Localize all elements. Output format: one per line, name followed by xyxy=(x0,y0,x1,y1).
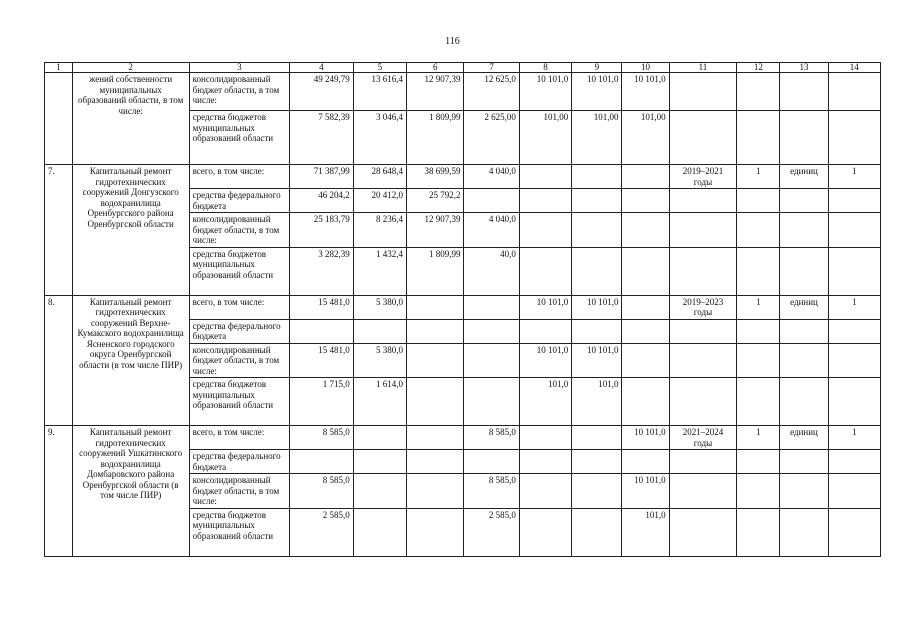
period-cell xyxy=(669,189,737,213)
amount-cell-c7: 2 625,00 xyxy=(464,111,519,165)
period-cell xyxy=(669,319,737,343)
amount-cell-c8 xyxy=(519,474,571,509)
amount-cell-c6: 12 907,39 xyxy=(407,213,464,248)
c14-cell xyxy=(828,508,880,556)
amount-cell-c5 xyxy=(353,508,406,556)
amount-cell-c8: 10 101,0 xyxy=(519,295,571,319)
table-row xyxy=(45,426,881,450)
amount-cell-c7 xyxy=(464,378,519,426)
amount-cell-c10: 10 101,0 xyxy=(622,474,669,509)
amount-cell-c4: 15 481,0 xyxy=(290,343,354,378)
item-number: 7. xyxy=(45,165,73,296)
item-number: 9. xyxy=(45,426,73,557)
amount-cell-c10 xyxy=(622,378,669,426)
amount-cell-c6 xyxy=(407,450,464,474)
amount-cell-c7: 8 585,0 xyxy=(464,474,519,509)
amount-cell-c4: 8 585,0 xyxy=(290,474,354,509)
amount-cell-c5: 5 380,0 xyxy=(353,343,406,378)
c13-cell xyxy=(780,213,828,248)
amount-cell-c7: 12 625,0 xyxy=(464,73,519,111)
amount-cell-c9: 101,00 xyxy=(572,111,622,165)
amount-cell-c4: 1 715,0 xyxy=(290,378,354,426)
c14-cell xyxy=(828,450,880,474)
amount-cell-c5 xyxy=(353,426,406,450)
col-header: 7 xyxy=(464,63,519,73)
amount-cell-c10 xyxy=(622,247,669,295)
c12-cell xyxy=(737,189,780,213)
amount-cell-c7 xyxy=(464,319,519,343)
c13-cell xyxy=(780,319,828,343)
amount-cell-c5: 28 648,4 xyxy=(353,165,406,189)
target-value: 1 xyxy=(828,426,880,450)
indicator-value: 1 xyxy=(737,165,780,189)
c14-cell xyxy=(828,247,880,295)
col-header: 3 xyxy=(189,63,290,73)
col-header: 12 xyxy=(737,63,780,73)
amount-cell-c10 xyxy=(622,343,669,378)
period-cell xyxy=(669,111,737,165)
amount-cell-c8: 10 101,0 xyxy=(519,73,571,111)
amount-cell-c5 xyxy=(353,319,406,343)
amount-cell-c8 xyxy=(519,165,571,189)
period-cell xyxy=(669,474,737,509)
amount-cell-c8: 101,00 xyxy=(519,111,571,165)
amount-cell-c6 xyxy=(407,343,464,378)
col-header: 2 xyxy=(72,63,189,73)
amount-cell-c10: 10 101,0 xyxy=(622,73,669,111)
funding-source: всего, в том числе: xyxy=(189,165,290,189)
amount-cell-c5: 20 412,0 xyxy=(353,189,406,213)
col-header: 5 xyxy=(353,63,406,73)
funding-source: средства бюджетов муниципальных образований области xyxy=(189,111,290,165)
amount-cell-c7 xyxy=(464,343,519,378)
target-value: 1 xyxy=(828,295,880,319)
c13-cell xyxy=(780,450,828,474)
c12-cell xyxy=(737,319,780,343)
c14-cell xyxy=(828,378,880,426)
c14-cell xyxy=(828,111,880,165)
item-number: 8. xyxy=(45,295,73,426)
c12-cell xyxy=(737,111,780,165)
amount-cell-c10 xyxy=(622,295,669,319)
funding-source: средства бюджетов муниципальных образований области xyxy=(189,247,290,295)
amount-cell-c5: 13 616,4 xyxy=(353,73,406,111)
c13-cell xyxy=(780,189,828,213)
amount-cell-c6 xyxy=(407,378,464,426)
amount-cell-c4: 8 585,0 xyxy=(290,426,354,450)
amount-cell-c5 xyxy=(353,474,406,509)
amount-cell-c4: 49 249,79 xyxy=(290,73,354,111)
amount-cell-c8: 101,0 xyxy=(519,378,571,426)
col-header: 9 xyxy=(572,63,622,73)
amount-cell-c4: 25 183,79 xyxy=(290,213,354,248)
c13-cell xyxy=(780,73,828,111)
amount-cell-c9 xyxy=(572,450,622,474)
c12-cell xyxy=(737,73,780,111)
amount-cell-c4: 71 387,99 xyxy=(290,165,354,189)
amount-cell-c9: 101,0 xyxy=(572,378,622,426)
period-cell xyxy=(669,343,737,378)
amount-cell-c5: 3 046,4 xyxy=(353,111,406,165)
amount-cell-c9 xyxy=(572,426,622,450)
amount-cell-c6 xyxy=(407,295,464,319)
funding-source: средства федерального бюджета xyxy=(189,189,290,213)
c12-cell xyxy=(737,247,780,295)
indicator-value: 1 xyxy=(737,426,780,450)
col-header: 11 xyxy=(669,63,737,73)
c12-cell xyxy=(737,213,780,248)
page-number: 116 xyxy=(445,36,460,47)
amount-cell-c7: 4 040,0 xyxy=(464,213,519,248)
amount-cell-c9 xyxy=(572,189,622,213)
col-header: 4 xyxy=(290,63,354,73)
table-row xyxy=(45,295,881,319)
column-number-header-row xyxy=(45,63,881,73)
target-value: 1 xyxy=(828,165,880,189)
amount-cell-c9: 10 101,0 xyxy=(572,295,622,319)
period-cell xyxy=(669,247,737,295)
amount-cell-c10 xyxy=(622,450,669,474)
amount-cell-c7 xyxy=(464,189,519,213)
c13-cell xyxy=(780,111,828,165)
amount-cell-c6: 25 792,2 xyxy=(407,189,464,213)
amount-cell-c10 xyxy=(622,319,669,343)
col-header: 6 xyxy=(407,63,464,73)
period-cell xyxy=(669,73,737,111)
amount-cell-c7: 2 585,0 xyxy=(464,508,519,556)
table-row xyxy=(45,73,881,111)
amount-cell-c7 xyxy=(464,295,519,319)
c14-cell xyxy=(828,213,880,248)
amount-cell-c4: 15 481,0 xyxy=(290,295,354,319)
amount-cell-c5: 1 432,4 xyxy=(353,247,406,295)
amount-cell-c5: 1 614,0 xyxy=(353,378,406,426)
funding-table xyxy=(44,62,881,557)
amount-cell-c9 xyxy=(572,213,622,248)
amount-cell-c10 xyxy=(622,189,669,213)
item-name: Капитальный ремонт гидротехнических сооружений Верхне-Кумакского водохранилища Ясненского городского округа Оренбургской области (в том числе ПИР) xyxy=(72,295,189,426)
item-name: жений собственности муниципальных образований области, в том числе: xyxy=(72,73,189,165)
amount-cell-c10 xyxy=(622,165,669,189)
col-header: 14 xyxy=(828,63,880,73)
item-number xyxy=(45,73,73,165)
funding-source: консолидированный бюджет области, в том числе: xyxy=(189,343,290,378)
funding-source: консолидированный бюджет области, в том числе: xyxy=(189,213,290,248)
c12-cell xyxy=(737,450,780,474)
implementation-period: 2019–2023 годы xyxy=(669,295,737,319)
col-header: 10 xyxy=(622,63,669,73)
c13-cell xyxy=(780,474,828,509)
amount-cell-c9 xyxy=(572,165,622,189)
amount-cell-c10: 101,0 xyxy=(622,508,669,556)
amount-cell-c8: 10 101,0 xyxy=(519,343,571,378)
amount-cell-c5: 5 380,0 xyxy=(353,295,406,319)
implementation-period: 2019–2021 годы xyxy=(669,165,737,189)
amount-cell-c6 xyxy=(407,426,464,450)
implementation-period: 2021–2024 годы xyxy=(669,426,737,450)
amount-cell-c8 xyxy=(519,426,571,450)
amount-cell-c9 xyxy=(572,319,622,343)
funding-source: средства федерального бюджета xyxy=(189,319,290,343)
funding-source: средства бюджетов муниципальных образований области xyxy=(189,378,290,426)
item-name: Капитальный ремонт гидротехнических сооружений Ушкатинского водохранилища Домбаровского района Оренбургской области (в том числе ПИР) xyxy=(72,426,189,557)
funding-source: средства федерального бюджета xyxy=(189,450,290,474)
c14-cell xyxy=(828,474,880,509)
funding-source: всего, в том числе: xyxy=(189,426,290,450)
period-cell xyxy=(669,378,737,426)
amount-cell-c6 xyxy=(407,319,464,343)
funding-source: средства бюджетов муниципальных образований области xyxy=(189,508,290,556)
unit-of-measure: единиц xyxy=(780,295,828,319)
amount-cell-c8 xyxy=(519,213,571,248)
amount-cell-c8 xyxy=(519,319,571,343)
amount-cell-c9: 10 101,0 xyxy=(572,73,622,111)
c14-cell xyxy=(828,343,880,378)
amount-cell-c7: 40,0 xyxy=(464,247,519,295)
col-header: 1 xyxy=(45,63,73,73)
amount-cell-c6 xyxy=(407,508,464,556)
amount-cell-c7 xyxy=(464,450,519,474)
amount-cell-c8 xyxy=(519,247,571,295)
c12-cell xyxy=(737,474,780,509)
funding-source: всего, в том числе: xyxy=(189,295,290,319)
c14-cell xyxy=(828,189,880,213)
amount-cell-c9: 10 101,0 xyxy=(572,343,622,378)
amount-cell-c4 xyxy=(290,450,354,474)
c13-cell xyxy=(780,378,828,426)
amount-cell-c5 xyxy=(353,450,406,474)
amount-cell-c6: 12 907,39 xyxy=(407,73,464,111)
c13-cell xyxy=(780,343,828,378)
c12-cell xyxy=(737,508,780,556)
amount-cell-c4: 7 582,39 xyxy=(290,111,354,165)
amount-cell-c10: 101,00 xyxy=(622,111,669,165)
indicator-value: 1 xyxy=(737,295,780,319)
funding-source: консолидированный бюджет области, в том числе: xyxy=(189,474,290,509)
amount-cell-c7: 4 040,0 xyxy=(464,165,519,189)
unit-of-measure: единиц xyxy=(780,426,828,450)
amount-cell-c10 xyxy=(622,213,669,248)
amount-cell-c10: 10 101,0 xyxy=(622,426,669,450)
period-cell xyxy=(669,508,737,556)
c14-cell xyxy=(828,319,880,343)
c12-cell xyxy=(737,343,780,378)
amount-cell-c4: 2 585,0 xyxy=(290,508,354,556)
c12-cell xyxy=(737,378,780,426)
amount-cell-c6: 1 809,99 xyxy=(407,247,464,295)
amount-cell-c9 xyxy=(572,508,622,556)
amount-cell-c9 xyxy=(572,247,622,295)
funding-source: консолидированный бюджет области, в том числе: xyxy=(189,73,290,111)
unit-of-measure: единиц xyxy=(780,165,828,189)
amount-cell-c7: 8 585,0 xyxy=(464,426,519,450)
item-name: Капитальный ремонт гидротехнических сооружений Донгузского водохранилища Оренбургского района Оренбургской области xyxy=(72,165,189,296)
amount-cell-c9 xyxy=(572,474,622,509)
period-cell xyxy=(669,450,737,474)
c13-cell xyxy=(780,508,828,556)
amount-cell-c8 xyxy=(519,189,571,213)
col-header: 8 xyxy=(519,63,571,73)
period-cell xyxy=(669,213,737,248)
amount-cell-c4: 3 282,39 xyxy=(290,247,354,295)
amount-cell-c8 xyxy=(519,450,571,474)
amount-cell-c6: 38 699,59 xyxy=(407,165,464,189)
amount-cell-c4 xyxy=(290,319,354,343)
table-row xyxy=(45,165,881,189)
amount-cell-c8 xyxy=(519,508,571,556)
c13-cell xyxy=(780,247,828,295)
amount-cell-c5: 8 236,4 xyxy=(353,213,406,248)
amount-cell-c6: 1 809,99 xyxy=(407,111,464,165)
amount-cell-c4: 46 204,2 xyxy=(290,189,354,213)
col-header: 13 xyxy=(780,63,828,73)
amount-cell-c6 xyxy=(407,474,464,509)
c14-cell xyxy=(828,73,880,111)
